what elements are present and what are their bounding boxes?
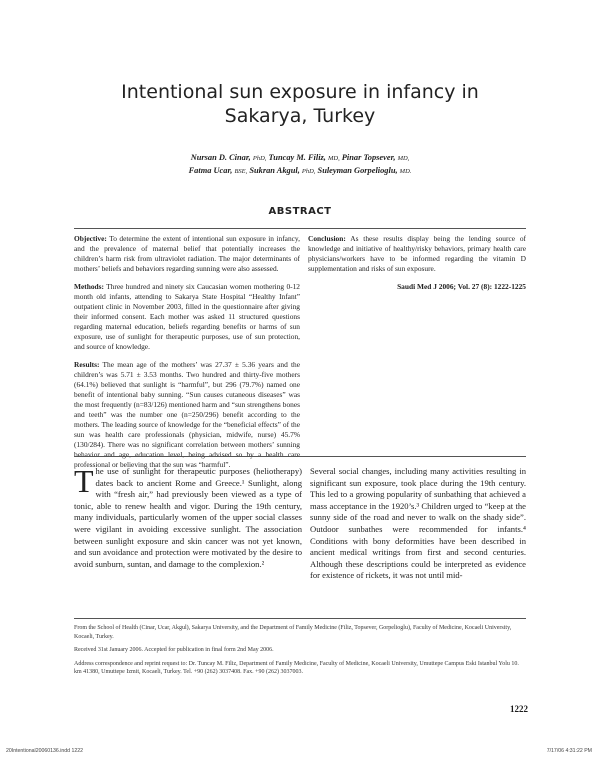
abstract-right-column xyxy=(308,234,526,292)
author-degree: MD, xyxy=(397,155,410,162)
abstract-left-column xyxy=(74,234,300,478)
body-right-text: Several social changes, including many activities resulting in significant sun exposure, took place during the 19th century. This led to a growing popularity of sunbathing that achieved a mass acceptance in the 1920’s.³ Children urged to “keep at the sunny side of the road and never to walk on the shady side”. Outdoor sunbathes were recommended for infants.⁴ Conditions with bony deformities have been described in ancient medical writings from first and second centuries. Although these descriptions could be interpreted as evidence for existence of rickets, it was not until mid- xyxy=(310,466,526,581)
article-title: Intentional sun exposure in infancy in Sakarya, Turkey xyxy=(121,81,479,127)
abstract-methods xyxy=(74,282,300,352)
body-left-column xyxy=(74,463,302,570)
correspondence-note: Address correspondence and reprint request to: Dr. Tuncay M. Filiz, Department of Family Medicine, Faculty of Medicine, Kocaeli University, Umuttepe Campus Eski Istanbul Yolu 10. km 41380, Umuttepe Izmit, Kocaeli, Turkey. Tel. +90 (262) 3037408. Fax. +90 (262) 3037003. xyxy=(74,660,519,676)
conclusion-label: Conclusion: xyxy=(308,234,346,243)
abstract-top-rule xyxy=(74,228,526,229)
author-degree: PhD, xyxy=(252,155,267,162)
abstract-bottom-rule xyxy=(74,456,526,457)
author-name: Sukran Akgul, xyxy=(249,166,300,175)
objective-label: Objective: xyxy=(74,234,107,243)
abstract-objective xyxy=(74,234,300,274)
objective-text: To determine the extent of intentional sun exposure in infancy, and the prevalence of maternal belief that potentially increases the children’s harm risk from ultraviolet radiation. The major determinants of mothers’ beliefs and behaviors regarding sunning were also assessed. xyxy=(74,234,300,273)
author-name: Nursan D. Cinar, xyxy=(190,153,251,162)
author-name: Tuncay M. Filiz, xyxy=(268,153,326,162)
author-list xyxy=(60,152,540,178)
methods-label: Methods: xyxy=(74,282,104,291)
author-degree: MD, xyxy=(327,155,340,162)
author-degree: BSE, xyxy=(234,168,248,175)
results-text: The mean age of the mothers’ was 27.37 ± 5.36 years and the children’s was 5.71 ± 3.53 months. Two hundred and thirty-five mothers (64.1%) believed that sunlight is “harmful”, but 296 (79.7%) named one benefit of intentional baby sunning. “Sun causes cutaneous diseases” was the most frequently (n=83/126) mentioned harm and “sun strengthens bones and teeth” was the number one (n=250/296) benefit according to the mothers. The leading source of knowledge for the “beneficial effects” of the sun was health care professionals (physician, midwife, nurse) 45.7% (130/284). There was no significant correlation between mothers’ sunning behavior and age, education level, being advised so by a health care professional or believing that the sun was “harmful”. xyxy=(74,360,300,469)
journal-citation: Saudi Med J 2006; Vol. 27 (8): 1222-1225 xyxy=(397,282,526,291)
conclusion-text: As these results display being the lending source of knowledge and initiative of healthy/risky behaviors, primary health care physicians/workers have to be informed regarding the vitamin D supplementation and risks of sun exposure. xyxy=(308,234,526,273)
print-slug-date: 7/17/06 4:31:22 PM xyxy=(546,748,592,754)
author-name: Suleyman Gorpelioglu, xyxy=(317,166,398,175)
author-name: Fatma Ucar, xyxy=(188,166,233,175)
body-right-column xyxy=(310,466,526,582)
author-degree: PhD, xyxy=(301,168,316,175)
received-note: Received 31st January 2006. Accepted for publication in final form 2nd May 2006. xyxy=(74,647,274,654)
abstract-conclusion xyxy=(308,234,526,274)
author-name: Pinar Topsever, xyxy=(341,153,396,162)
affiliation-note: From the School of Health (Cinar, Ucar, Akgul), Sakarya University, and the Department of Family Medicine (Filiz, Topsever, Gorpelioglu), Faculty of Medicine, Kocaeli University, Kocaeli, Turkey. xyxy=(74,625,512,640)
abstract-heading: ABSTRACT xyxy=(268,206,332,217)
methods-text: Three hundred and ninety six Caucasian women mothering 0-12 month old infants, attending to Sakarya State Hospital “Healthy Infant” outpatient clinic in November 2003, filled in the questionnaire after giving their informed consent. Each mother was asked 11 structured questions regarding maternal education, beliefs regarding benefits or harms of sun exposure, use of sunlight for therapeutic purposes, use of sun protection, and source of knowledge. xyxy=(74,282,300,351)
results-label: Results: xyxy=(74,360,100,369)
footnotes xyxy=(74,624,526,682)
print-slug-file: 20Intentional20060136.indd 1222 xyxy=(6,748,84,754)
page-number: 1222 xyxy=(510,704,528,714)
footnote-rule xyxy=(74,618,526,619)
body-left-text: he use of sunlight for therapeutic purposes (heliotherapy) dates back to ancient Rome and Greece.¹ Sunlight, along with “fresh air,” had previously been viewed as a type of tonic, able to renew health and vigor. During the 19th century, many individuals, particularly women of the upper social classes were vigilant in avoiding excessive sunlight. The association between sunlight exposure and skin cancer was not yet known, and sun avoidance and protection were motivated by the desire to avoid sunburn, suntan, and damage to the complexion.² xyxy=(74,466,302,569)
abstract-results xyxy=(74,360,300,470)
author-degree: MD. xyxy=(399,168,412,175)
drop-cap: T xyxy=(74,463,94,499)
